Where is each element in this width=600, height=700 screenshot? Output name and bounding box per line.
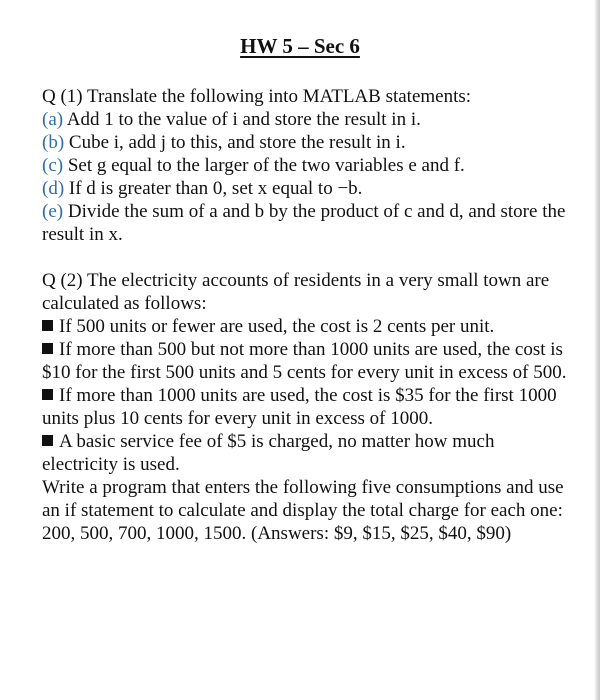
q1-item-text: Set g equal to the larger of the two variables e and f. bbox=[67, 155, 465, 176]
q1-item-text: Divide the sum of a and b by the product of c and d, and store the result in x. bbox=[42, 201, 566, 245]
q1-heading: Q (1) Translate the following into MATLAB statements: bbox=[42, 86, 472, 107]
q1-item-e bbox=[42, 200, 567, 246]
q2-bullet-text: A basic service fee of $5 is charged, no matter how much electricity is used. bbox=[42, 431, 495, 475]
square-bullet-icon bbox=[42, 343, 53, 354]
q2-bullet-3 bbox=[42, 384, 567, 430]
section-spacer bbox=[42, 246, 567, 269]
q1-item-a bbox=[42, 108, 567, 131]
q1-item-text: If d is greater than 0, set x equal to −b. bbox=[68, 178, 363, 199]
q2-heading: Q (2) The electricity accounts of residents in a very small town are calculated as follows: bbox=[42, 270, 550, 314]
q2-bullet-2 bbox=[42, 338, 567, 384]
q1-item-text: Add 1 to the value of i and store the result in i. bbox=[66, 109, 421, 130]
q2-bullet-text: If more than 1000 units are used, the cost is $35 for the first 1000 units plus 10 cents for every unit in excess of 1000. bbox=[42, 385, 557, 429]
page-edge-shadow bbox=[594, 0, 600, 700]
q1-item-c bbox=[42, 154, 567, 177]
q1-item-label: (d) bbox=[42, 178, 65, 199]
q1-item-label: (a) bbox=[42, 109, 64, 130]
q1-item-text: Cube i, add j to this, and store the result in i. bbox=[68, 132, 406, 153]
q2-bullet-text: If more than 500 but not more than 1000 units are used, the cost is $10 for the first 500 units and 5 cents for every unit in excess of 500. bbox=[42, 339, 567, 383]
q1-item-label: (b) bbox=[42, 132, 65, 153]
square-bullet-icon bbox=[42, 389, 53, 400]
square-bullet-icon bbox=[42, 435, 53, 446]
q1-item-label: (e) bbox=[42, 201, 64, 222]
square-bullet-icon bbox=[42, 320, 53, 331]
q1-item-d bbox=[42, 177, 567, 200]
q1-item-b bbox=[42, 131, 567, 154]
q2-bullet-text: If 500 units or fewer are used, the cost is 2 cents per unit. bbox=[59, 316, 495, 337]
q2-closing: Write a program that enters the following five consumptions and use an if statement to calculate and display the total charge for each one: 200, 500, 700, 1000, 1500. (Answers: $9, $15, $25, $40, $90) bbox=[42, 477, 564, 544]
q2-bullet-4 bbox=[42, 430, 567, 476]
q1-item-label: (c) bbox=[42, 155, 64, 176]
homework-body bbox=[42, 85, 567, 545]
page-title: HW 5 – Sec 6 bbox=[240, 34, 360, 58]
q2-bullet-1 bbox=[42, 315, 567, 338]
